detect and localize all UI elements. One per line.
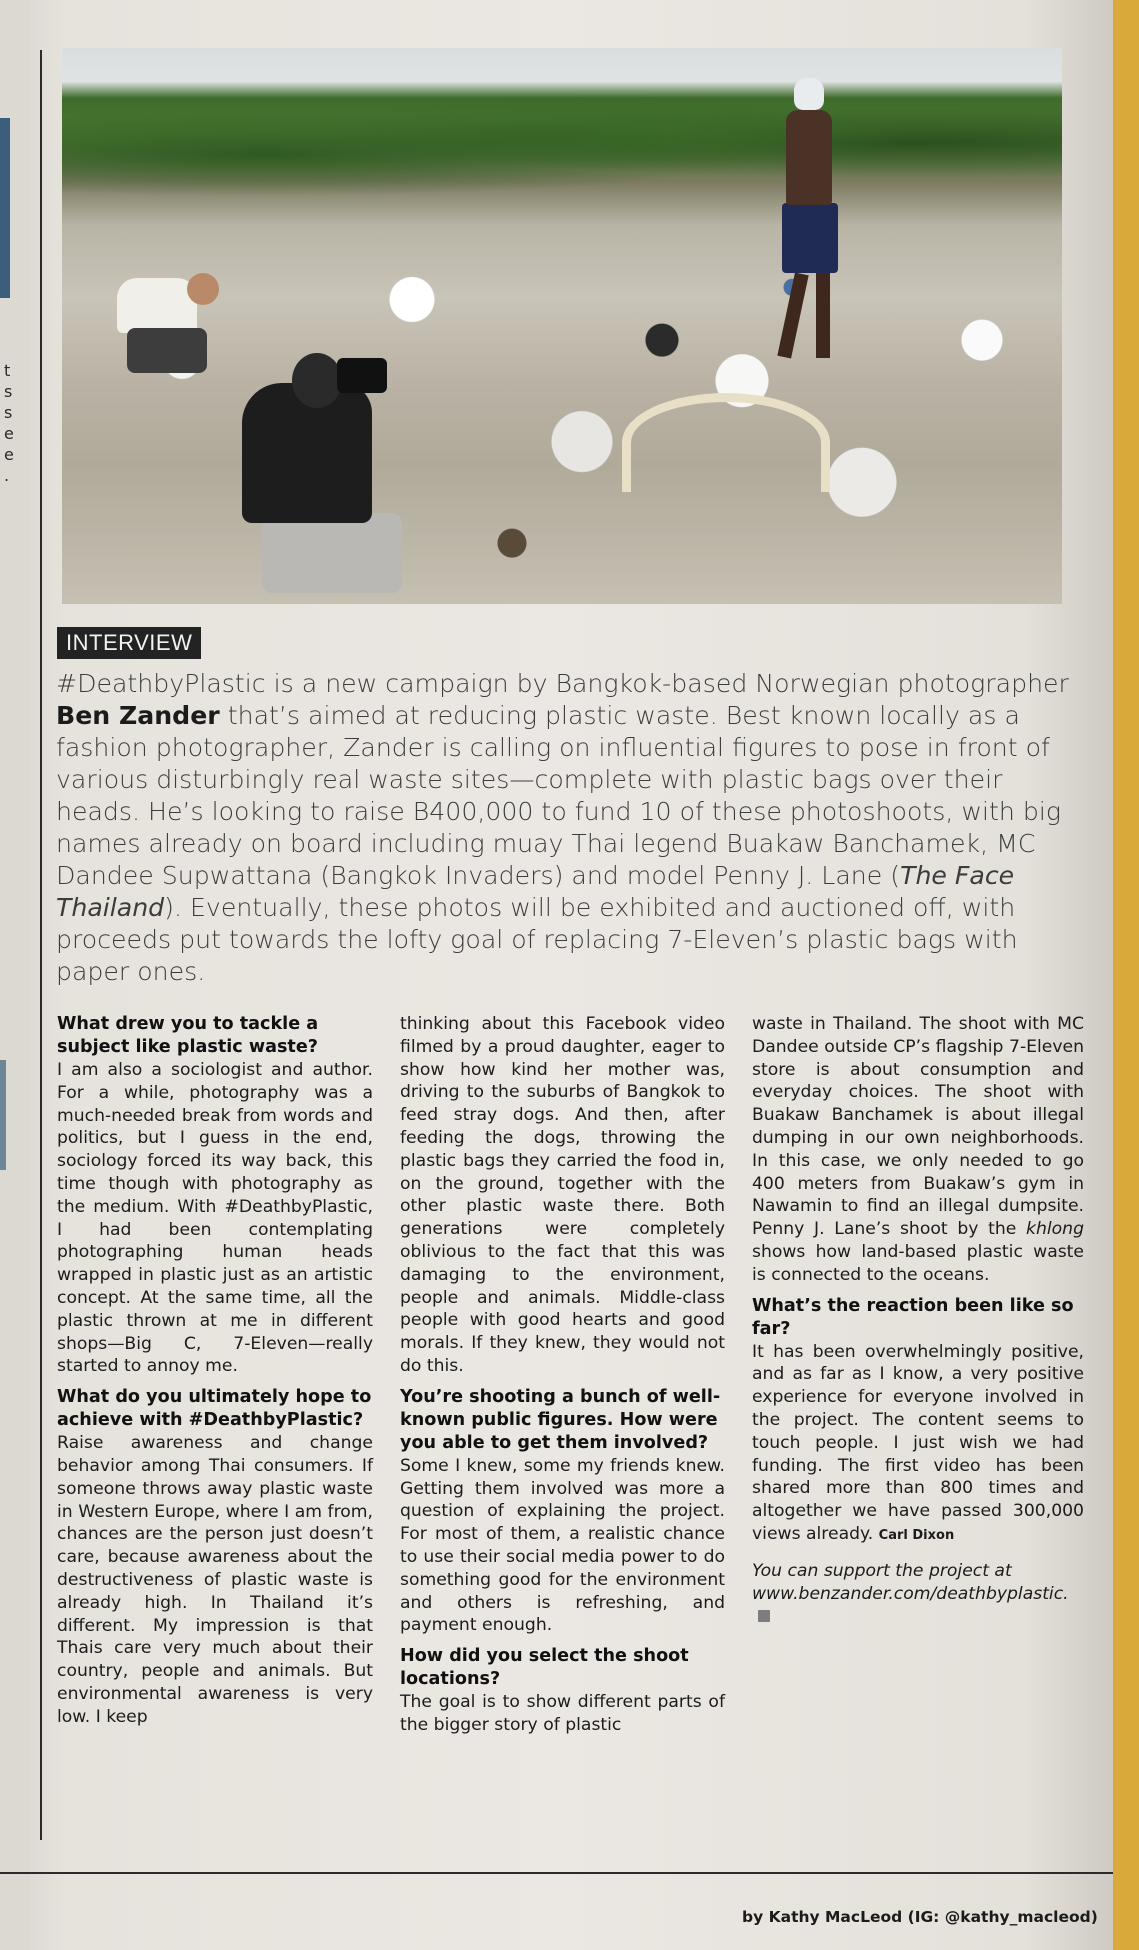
article-column-3 (752, 1013, 1084, 1628)
question-5: What’s the reaction been like so far? (752, 1295, 1074, 1339)
photo-treeline (62, 88, 1062, 198)
answer-4-part-2: waste in Thailand. The shoot with MC Dandee outside CP’s flagship 7-Eleven store is about consumption and everyday choices. The shoot with Buakaw Banchamek is about illegal dumping in our own neighborhoods. In this case, we only needed to go 400 meters from Buakaw’s gym in Nawamin to find an illegal dumpsite. Penny J. Lane’s shoot by the khlong shows how land-based plastic waste is connected to the oceans. (752, 1014, 1084, 1285)
question-4: How did you select the shoot locations? (400, 1646, 689, 1690)
question-1: What drew you to tackle a subject like plastic waste? (57, 1014, 319, 1057)
photo-hose (622, 393, 830, 492)
photo-crouching-person (117, 263, 227, 383)
article-byline: Carl Dixon (878, 1527, 955, 1543)
section-label: INTERVIEW (57, 627, 201, 659)
end-mark-icon (758, 1610, 770, 1622)
question-3: You’re shooting a bunch of well-known public figures. How were you able to get them involved? (400, 1386, 721, 1453)
intro-text-2: that’s aimed at reducing plastic waste. Best known locally as a fashion photographer, Zander is calling on influential figures to pose in front of various disturbingly real waste sites—complete with plastic bags over their heads. He’s looking to raise B400,000 to fund 10 of these photoshoots, with big names already on board including muay Thai legend Buakaw Banchamek, MC Dandee Supwattana (Bangkok Invaders) and model Penny J. Lane ( (56, 701, 1061, 890)
answer-3: Some I knew, some my friends knew. Getting them involved was more a question of explaining the project. For most of them, a realistic chance to use their social media power to do something good for the environment and others is refreshing, and payment enough. (400, 1455, 725, 1636)
photo-model-with-bag-over-head (774, 78, 844, 368)
intro-text-1: #DeathbyPlastic is a new campaign by Bangkok-based Norwegian photographer (56, 669, 1069, 698)
intro-paragraph (56, 668, 1076, 988)
answer-2-part-2: thinking about this Facebook video filmed by a proud daughter, eager to show how kind her mother was, driving to the suburbs of Bangkok to feed stray dogs. And then, after feeding the dogs, throwing the plastic bags they carried the food in, on the ground, together with the other plastic waste there. Both generations were completely oblivious to the fact that this was damaging to the environment, people and animals. Middle-class people with good hearts and good morals. If they knew, they would not do this. (400, 1014, 725, 1376)
adjacent-page-image-sliver-2 (0, 1060, 6, 1170)
adjacent-page-text-fragment: t s s e e . (4, 361, 14, 485)
answer-5 (752, 1341, 1084, 1548)
answer-4-part-1: The goal is to show different parts of the bigger story of plastic (400, 1692, 725, 1735)
article-column-2 (400, 1013, 725, 1737)
photo-credit: by Kathy MacLeod (IG: @kathy_macleod) (742, 1908, 1098, 1926)
intro-show-title: The Face Thailand (56, 861, 1015, 922)
article-photo (62, 48, 1062, 604)
answer-2-part-1: Raise awareness and change behavior among Thai consumers. If someone throws away plastic waste in Western Europe, where I am from, chances are the person just doesn’t care, because awareness about the destructiveness of plastic waste is already high. In Thailand it’s different. My impression is that Thais care very much about their country, people and animals. But environmental awareness is very low. I keep (57, 1433, 373, 1727)
adjacent-page-edge (0, 0, 30, 1950)
khlong-term: khlong (1026, 1219, 1084, 1240)
adjacent-page-image-sliver (0, 118, 10, 298)
intro-text-3: ). Eventually, these photos will be exhibited and auctioned off, with proceeds put towards the lofty goal of replacing 7-Eleven’s plastic bags with paper ones. (56, 893, 1018, 986)
bottom-rule (0, 1872, 1113, 1874)
photo-waste-pile (62, 198, 1062, 604)
photo-photographer (242, 313, 412, 604)
support-note (752, 1560, 1084, 1628)
support-url-text: You can support the project at www.benzander.com/deathbyplastic. (752, 1560, 1069, 1604)
answer-4-ending: shows how land-based plastic waste is connected to the oceans. (752, 1241, 1084, 1285)
question-2: What do you ultimately hope to achieve with #DeathbyPlastic? (57, 1387, 372, 1431)
answer-1: I am also a sociologist and author. For a while, photography was a much-needed break from words and politics, but I guess in the end, sociology forced its way back, this time though with photography as the medium. With #DeathbyPlastic, I had been contemplating photographing human heads wrapped in plastic just as an artistic concept. At the same time, all the plastic thrown at me in different shops—Big C, 7-Eleven—really started to annoy me. (57, 1060, 373, 1377)
left-column-rule (40, 50, 42, 1840)
interviewee-name: Ben Zander (56, 701, 220, 730)
article-column-1 (57, 1013, 373, 1729)
answer-5-text: It has been overwhelmingly positive, and as far as I know, a very positive experience for everyone involved in the project. The content seems to touch people. I just wish we had funding. The first video has been shared more than 800 times and altogether we have passed 300,000 views already. (752, 1341, 1084, 1544)
